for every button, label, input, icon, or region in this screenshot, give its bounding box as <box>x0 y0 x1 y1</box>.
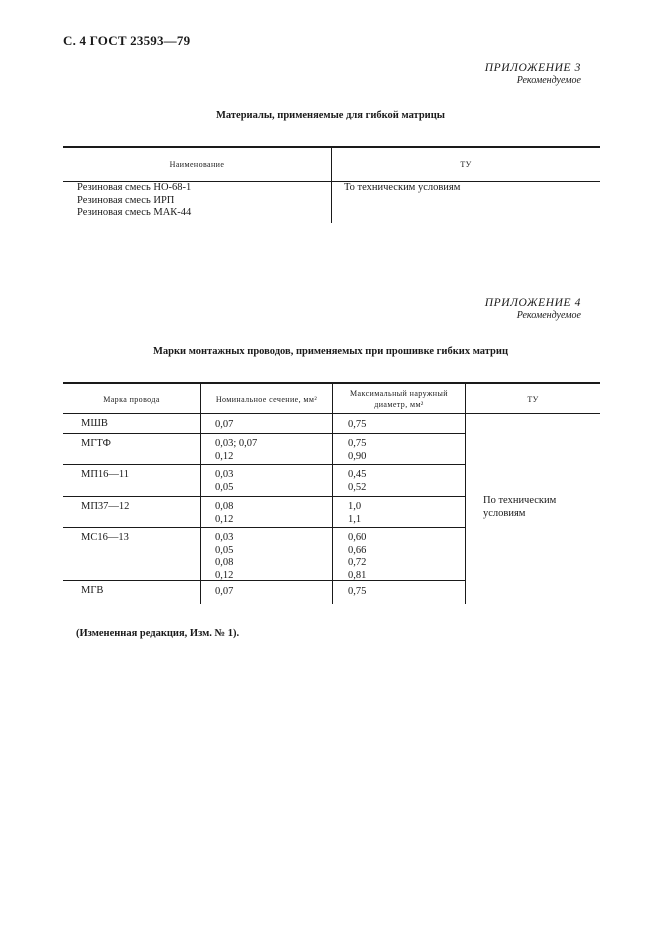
wires-col-diameter-line1: Максимальный наружный <box>350 389 448 398</box>
wire-diameter-5-v2: 0,66 <box>348 544 367 556</box>
materials-name-2: Резиновая смесь ИРП <box>77 194 175 206</box>
wires-col-tu: ТУ <box>527 395 539 404</box>
wire-diameter-5 <box>348 532 366 582</box>
wire-section-5-v1: 0,03 <box>215 532 234 543</box>
wire-diameter-1 <box>348 419 366 432</box>
appendix-3-title: Материалы, применяемые для гибкой матрицы <box>216 110 445 121</box>
wire-mark-6: МГВ <box>81 585 104 596</box>
wire-section-4 <box>215 501 233 526</box>
wire-section-2-v1: 0,03; 0,07 <box>215 438 258 449</box>
appendix-4-label: ПРИЛОЖЕНИЕ 4 <box>484 297 581 309</box>
appendix-4-label-block <box>485 297 581 321</box>
wire-section-3-v2: 0,05 <box>215 481 234 493</box>
page-header: С. 4 ГОСТ 23593—79 <box>63 33 191 48</box>
wires-col-diameter <box>333 388 465 410</box>
wire-section-1-v1: 0,07 <box>215 419 234 430</box>
wires-tu-line2: условиям <box>483 507 526 519</box>
wire-mark-2: МГТФ <box>81 438 111 449</box>
wire-mark-4: МП37—12 <box>81 501 130 512</box>
appendix-3-label: ПРИЛОЖЕНИЕ 3 <box>484 62 581 74</box>
wire-diameter-2 <box>348 438 366 463</box>
appendix-3-status: Рекомендуемое <box>516 75 581 86</box>
wire-diameter-5-v3: 0,72 <box>348 557 367 568</box>
wire-diameter-5-v4: 0,81 <box>348 569 367 581</box>
wire-section-6-v1: 0,07 <box>215 586 234 597</box>
wire-diameter-1-v1: 0,75 <box>348 419 367 430</box>
wire-section-3 <box>215 469 233 494</box>
wire-mark-1: МШВ <box>81 418 108 429</box>
amendment-note: (Измененная редакция, Изм. № 1). <box>76 628 240 639</box>
wire-diameter-4 <box>348 501 361 526</box>
wire-mark-3: МП16—11 <box>81 469 130 480</box>
wire-section-5-v2: 0,05 <box>215 544 234 556</box>
wire-diameter-2-v1: 0,75 <box>348 438 367 449</box>
wire-section-3-v1: 0,03 <box>215 469 234 480</box>
wire-section-4-v1: 0,08 <box>215 501 234 512</box>
appendix-4-title: Марки монтажных проводов, применяемых при прошивке гибких матриц <box>152 346 508 357</box>
wires-col-mark: Марка провода <box>103 395 160 404</box>
wire-diameter-5-v1: 0,60 <box>348 532 367 543</box>
materials-tu: То техническим условиям <box>344 182 461 193</box>
wire-diameter-3-v2: 0,52 <box>348 481 367 493</box>
appendix-4-status: Рекомендуемое <box>516 310 581 321</box>
wire-section-1 <box>215 419 233 432</box>
wire-diameter-3-v1: 0,45 <box>348 469 367 480</box>
wire-diameter-3 <box>348 469 366 494</box>
appendix-3-label-block <box>485 62 581 86</box>
materials-name-3: Резиновая смесь МАК-44 <box>77 207 192 218</box>
wire-diameter-4-v2: 1,1 <box>348 513 362 525</box>
wire-mark-5: МС16—13 <box>81 532 129 543</box>
wire-section-4-v2: 0,12 <box>215 513 234 525</box>
wire-diameter-2-v2: 0,90 <box>348 450 367 462</box>
wire-section-5-v3: 0,08 <box>215 557 234 568</box>
wire-diameter-4-v1: 1,0 <box>348 501 362 512</box>
wires-tu-line1: По техническим <box>483 495 557 506</box>
materials-col-tu: ТУ <box>460 160 472 169</box>
wires-table <box>63 382 600 604</box>
wire-section-2-v2: 0,12 <box>215 450 234 462</box>
wire-diameter-6-v1: 0,75 <box>348 586 367 597</box>
wire-section-5 <box>215 532 233 582</box>
wire-section-2 <box>215 438 257 463</box>
wires-col-diameter-line2: диаметр, мм² <box>374 400 424 409</box>
wires-tu <box>483 495 556 520</box>
wire-section-6 <box>215 586 233 599</box>
wire-diameter-6 <box>348 586 366 599</box>
materials-name-1: Резиновая смесь НО-68-1 <box>77 182 192 193</box>
wires-col-section: Номинальное сечение, мм² <box>215 395 318 404</box>
materials-names <box>77 182 191 220</box>
wire-section-5-v4: 0,12 <box>215 569 234 581</box>
materials-col-name: Наименование <box>169 160 225 169</box>
